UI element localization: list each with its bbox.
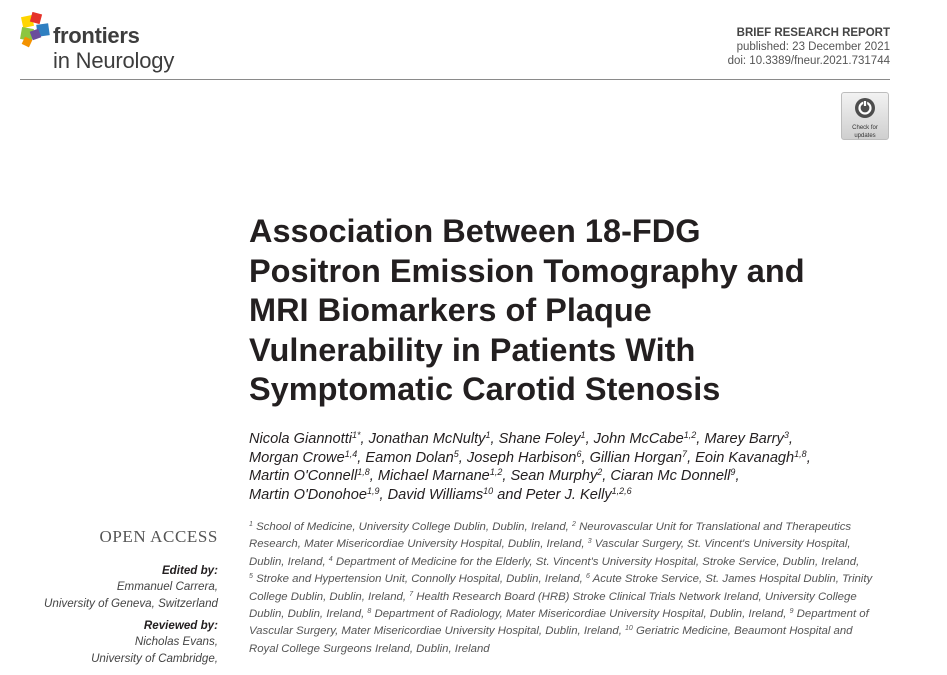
affiliation-text: Acute Stroke Service, St. James Hospital Dublin, Trinity — [589, 573, 873, 586]
affiliation-number: 6 — [585, 573, 590, 581]
author-affiliation-marker: 1,9 — [366, 485, 380, 496]
author-line — [249, 467, 899, 486]
author-name[interactable]: Eoin Kavanagh — [695, 449, 795, 466]
author-affiliation-marker: 3 — [783, 430, 789, 440]
reviewer-affiliation: University of Cambridge, — [91, 651, 218, 665]
affiliation-text: Vascular Surgery, Mater Misericordiae University Hospital, Dublin, Ireland, — [249, 625, 626, 638]
author-name[interactable]: Eamon Dolan — [365, 449, 454, 466]
title-line: Positron Emission Tomography and — [249, 252, 805, 289]
author-separator: , — [502, 468, 511, 484]
article-type: BRIEF RESEARCH REPORT — [736, 27, 890, 39]
affiliation-text: Vascular Surgery, St. Vincent's University Hospital, — [591, 538, 851, 551]
affiliation-number: 10 — [625, 625, 633, 633]
author-affiliation-marker: 1,8 — [794, 448, 807, 459]
affiliation-line — [249, 536, 899, 553]
author-separator: , — [581, 449, 590, 466]
author-line — [249, 449, 899, 468]
author-separator: , — [735, 468, 740, 484]
affiliation-text: Department of Radiology, Mater Misericordiae University Hospital, Dublin, Ireland, — [371, 608, 790, 621]
author-name[interactable]: Nicola Giannotti — [249, 431, 353, 447]
title-line: Symptomatic Carotid Stenosis — [249, 371, 721, 407]
journal-section: in Neurology — [53, 48, 175, 73]
author-affiliation-marker: 1 — [580, 430, 586, 440]
author-separator: , — [602, 468, 611, 484]
author-affiliation-marker: 1 — [485, 430, 491, 440]
refresh-icon — [854, 97, 876, 119]
author-name[interactable]: Sean Murphy — [510, 468, 598, 484]
author-affiliation-marker: 1,8 — [357, 467, 370, 477]
author-name[interactable]: Jonathan McNulty — [368, 431, 486, 447]
author-separator: , — [379, 486, 388, 503]
affiliation-text: Stroke and Hypertension Unit, Connolly Hospital, Dublin, Ireland, — [252, 573, 586, 586]
author-affiliation-marker: 1,4 — [344, 448, 358, 459]
author-affiliation-marker: 2 — [597, 467, 603, 477]
affiliation-text: Neurovascular Unit for Translational and Therapeutics — [575, 521, 852, 533]
frontiers-logo-icon — [18, 12, 52, 48]
affiliation-number: 1 — [249, 521, 253, 528]
author-name[interactable]: Martin O'Donohoe — [249, 486, 367, 503]
header-divider — [20, 79, 890, 80]
author-separator: , — [585, 431, 594, 447]
open-access-label: OPEN ACCESS — [99, 527, 218, 546]
affiliation-text: Research, Mater Misericordiae University Hospital, Dublin, Ireland, — [249, 538, 588, 551]
affiliation-text: Dublin, Dublin, Ireland, — [249, 608, 368, 621]
check-updates-line1: Check for — [852, 125, 878, 131]
author-name[interactable]: Martin O'Connell — [249, 468, 358, 484]
affiliation-line — [249, 606, 899, 623]
author-separator: , — [788, 431, 793, 447]
author-separator: , — [357, 449, 366, 466]
article-meta — [728, 26, 890, 68]
article-sidebar — [8, 527, 218, 667]
author-separator: , — [369, 468, 378, 484]
affiliation-text: College Dublin, Dublin, Ireland, — [249, 590, 410, 603]
author-name[interactable]: Marey Barry — [704, 431, 784, 447]
affiliation-line — [249, 641, 899, 658]
check-for-updates-badge[interactable] — [841, 92, 889, 140]
affiliation-number: 7 — [409, 590, 414, 598]
author-name[interactable]: Peter J. Kelly — [525, 486, 612, 503]
author-name[interactable]: Joseph Harbison — [466, 449, 577, 466]
title-line: Vulnerability in Patients With — [249, 331, 696, 368]
journal-brand: frontiers — [53, 23, 140, 48]
affiliation-number: 3 — [587, 538, 592, 546]
author-separator: , — [360, 431, 369, 447]
affiliation-text: Royal College Surgeons Ireland, Dublin, Ireland — [249, 642, 490, 655]
author-name[interactable]: Gillian Horgan — [589, 449, 683, 466]
affiliation-line — [249, 589, 899, 606]
title-line: Association Between 18-FDG — [249, 213, 701, 249]
author-separator: , — [490, 431, 499, 447]
affiliation-text: Department of Medicine for the Elderly, St. Vincent's University Hospital, Stroke Service, Dublin, Ireland, — [332, 555, 860, 568]
author-affiliation-marker: 6 — [576, 448, 582, 459]
affiliation-line — [249, 519, 899, 536]
affiliation-list — [249, 519, 899, 658]
author-affiliation-marker: 9 — [730, 467, 736, 477]
author-affiliation-marker: 1* — [352, 430, 361, 440]
author-affiliation-marker: 1,2 — [489, 467, 503, 477]
author-list — [249, 430, 899, 504]
author-name[interactable]: David Williams — [387, 486, 484, 503]
reviewed-by-label: Reviewed by: — [143, 619, 218, 632]
doi-link[interactable]: doi: 10.3389/fneur.2021.731744 — [727, 55, 890, 67]
affiliation-number: 4 — [328, 555, 333, 563]
affiliation-text: Health Research Board (HRB) Stroke Clinical Trials Network Ireland, University College — [413, 590, 857, 603]
check-updates-line2: updates — [854, 132, 876, 139]
reviewer-name[interactable]: Nicholas Evans, — [134, 635, 218, 648]
affiliation-line — [249, 623, 899, 640]
author-affiliation-marker: 1,2 — [683, 430, 697, 440]
affiliation-text: Geriatric Medicine, Beaumont Hospital and — [632, 625, 853, 638]
editor-name[interactable]: Emmanuel Carrera, — [116, 580, 218, 593]
author-separator: and — [493, 486, 526, 503]
affiliation-number: 5 — [249, 573, 253, 581]
affiliation-line — [249, 554, 899, 571]
author-affiliation-marker: 10 — [483, 485, 494, 496]
published-date: published: 23 December 2021 — [736, 41, 890, 53]
author-name[interactable]: John McCabe — [593, 431, 684, 447]
affiliation-text: Dublin, Ireland, — [249, 555, 329, 568]
author-affiliation-marker: 7 — [682, 448, 688, 459]
affiliation-text: Department of — [793, 608, 869, 621]
author-name[interactable]: Michael Marnane — [377, 468, 490, 484]
author-separator: , — [696, 431, 705, 447]
affiliation-number: 9 — [789, 608, 794, 616]
author-separator: , — [806, 449, 811, 466]
author-affiliation-marker: 1,2,6 — [611, 485, 632, 496]
author-line — [249, 486, 899, 505]
title-line: MRI Biomarkers of Plaque — [249, 292, 652, 328]
author-name[interactable]: Shane Foley — [498, 431, 581, 447]
edited-by-label: Edited by: — [161, 564, 218, 577]
editor-affiliation: University of Geneva, Switzerland — [44, 596, 218, 610]
author-name[interactable]: Morgan Crowe — [249, 449, 345, 466]
affiliation-text: School of Medicine, University College Dublin, Dublin, Ireland, — [252, 521, 572, 533]
article-title — [249, 212, 899, 410]
author-line — [249, 430, 899, 449]
author-separator: , — [458, 449, 467, 466]
author-name[interactable]: Ciaran Mc Donnell — [610, 468, 731, 484]
author-affiliation-marker: 5 — [453, 448, 459, 459]
journal-logo[interactable] — [18, 12, 218, 72]
affiliation-number: 8 — [367, 608, 372, 616]
affiliation-number: 2 — [572, 521, 576, 528]
affiliation-line — [249, 571, 899, 588]
author-separator: , — [687, 449, 696, 466]
